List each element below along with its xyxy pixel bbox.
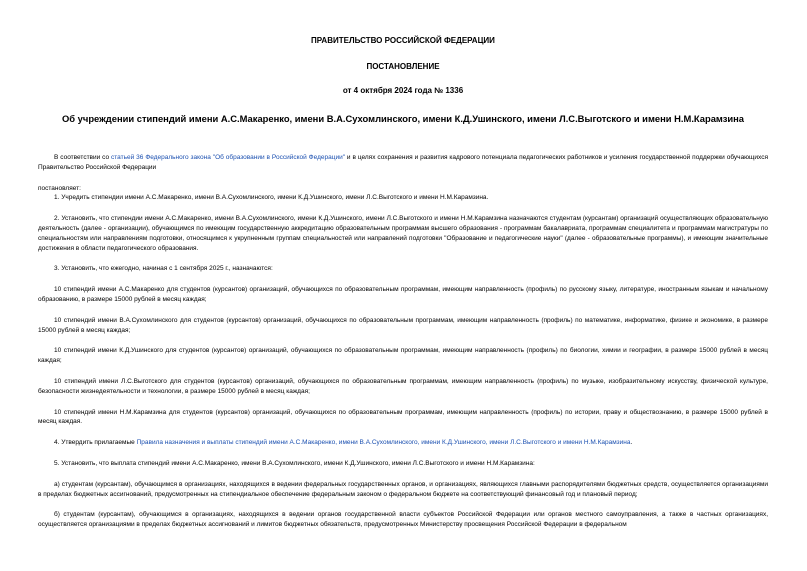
item-3-makarenko-paragraph: 10 стипендий имени А.С.Макаренко для студентов (курсантов) организаций, обучающихся по образовательным программам, имеющим направленность (профиль) по русскому языку, литературе, иностранным языкам и начальному образованию, в размере 15000 рублей в месяц каждая; <box>38 286 768 303</box>
preamble-text-start: В соответствии со <box>54 154 112 161</box>
item-2-paragraph: 2. Установить, что стипендии имени А.С.Макаренко, имени В.А.Сухомлинского, имени К.Д.Ушинского, имени Л.С.Выготского и имени Н.М.Карамзина назначаются студентам (курсантам) организаций осуществляющих образовательную деятельность (далее - организации), обучающимся по имеющим государственную аккредитацию образовательным программам высшего образования - программам бакалавриата, программам специалитета и программам магистратуры по специальностям или направлениям подготовки, относящимся к укрупненным группам специальностей или направлений подготовки "Образование и педагогические науки" (далее - образовательные программы), и имеющим значительные достижения в области педагогического образования. <box>38 215 768 252</box>
item-4-text-start: 4. Утвердить прилагаемые <box>54 439 137 447</box>
item-3-paragraph: 3. Установить, что ежегодно, начиная с 1 сентября 2025 г., назначаются: <box>54 265 273 273</box>
decrees-paragraph: постановляет: <box>38 184 81 192</box>
item-4-paragraph <box>38 438 768 448</box>
item-1-paragraph: 1. Учредить стипендии имени А.С.Макаренко, имени В.А.Сухомлинского, имени К.Д.Ушинского, имени Л.С.Выготского и имени Н.М.Карамзина. <box>54 194 489 202</box>
item-5a-paragraph: а) студентам (курсантам), обучающимся в организациях, находящихся в ведении федеральных государственных органов, и организациях, являющихся главными распорядителями бюджетных средств, осуществляется организациями в пределах бюджетных ассигнований, предусмотренных на стипендиальное обеспечение федеральным законом о федеральном бюджете на соответствующий финансовый год и плановый период; <box>38 480 768 498</box>
preamble-paragraph <box>38 153 768 173</box>
item-3-sukhomlinsky-paragraph: 10 стипендий имени В.А.Сухомлинского для студентов (курсантов) организаций, обучающихся по образовательным программам, имеющим направленность (профиль) по математике, информатике, физике и экономике, в размере 15000 рублей в месяц каждая; <box>38 316 768 334</box>
item-3-vygotsky-paragraph: 10 стипендий имени Л.С.Выготского для студентов (курсантов) организаций, обучающихся по образовательным программам, имеющим направленность (профиль) по музыке, изобразительному искусству, физической культуре, безопасности жизнедеятельности и технологии, в размере 15000 рублей в месяц каждая; <box>38 377 768 395</box>
item-3-karamzin-paragraph: 10 стипендий имени Н.М.Карамзина для студентов (курсантов) организаций, обучающихся по образовательным программам, имеющим направленность (профиль) по истории, праву и обществознанию, в размере 15000 рублей в месяц каждая. <box>38 408 768 426</box>
item-4-text-end: . <box>630 439 633 447</box>
government-heading: ПРАВИТЕЛЬСТВО РОССИЙСКОЙ ФЕДЕРАЦИИ <box>311 36 495 45</box>
rules-link[interactable]: Правила назначения и выплаты стипендий имени А.С.Макаренко, имени В.А.Сухомлинского, имени К.Д.Ушинского, имени Л.С.Выготского и имени Н.М.Карамзина <box>136 439 631 447</box>
item-5b-paragraph: б) студентам (курсантам), обучающимся в организациях, находящихся в ведении органов государственной власти субъектов Российской Федерации или органов местного самоуправления, а также в частных организациях, осуществляется организациями в пределах бюджетных ассигнований и лимитов бюджетных обязательств, предусмотренных Министерству просвещения Российской Федерации в федеральном <box>38 511 768 529</box>
document-title: Об учреждении стипендий имени А.С.Макаренко, имени В.А.Сухомлинского, имени К.Д.Ушинского, имени Л.С.Выготского и имени Н.М.Карамзина <box>61 113 745 124</box>
document-type-heading: ПОСТАНОВЛЕНИЕ <box>366 62 440 71</box>
item-3-ushinsky-paragraph: 10 стипендий имени К.Д.Ушинского для студентов (курсантов) организаций, обучающихся по образовательным программам, имеющим направленность (профиль) по биологии, химии и географии, в размере 15000 рублей в месяц каждая; <box>38 347 768 365</box>
federal-law-link[interactable]: статьей 36 Федерального закона "Об образовании в Российской Федерации" <box>111 154 346 161</box>
date-number-heading: от 4 октября 2024 года № 1336 <box>342 86 464 95</box>
item-5-paragraph: 5. Установить, что выплата стипендий имени А.С.Макаренко, имени В.А.Сухомлинского, имени К.Д.Ушинского, имени Л.С.Выготского и имени Н.М.Карамзина: <box>54 459 535 467</box>
preamble-text-end: и в целях сохранения и развития кадрового потенциала педагогических работников и усиления государственной поддержки обучающихся Правительство Российской Федерации <box>38 154 768 171</box>
